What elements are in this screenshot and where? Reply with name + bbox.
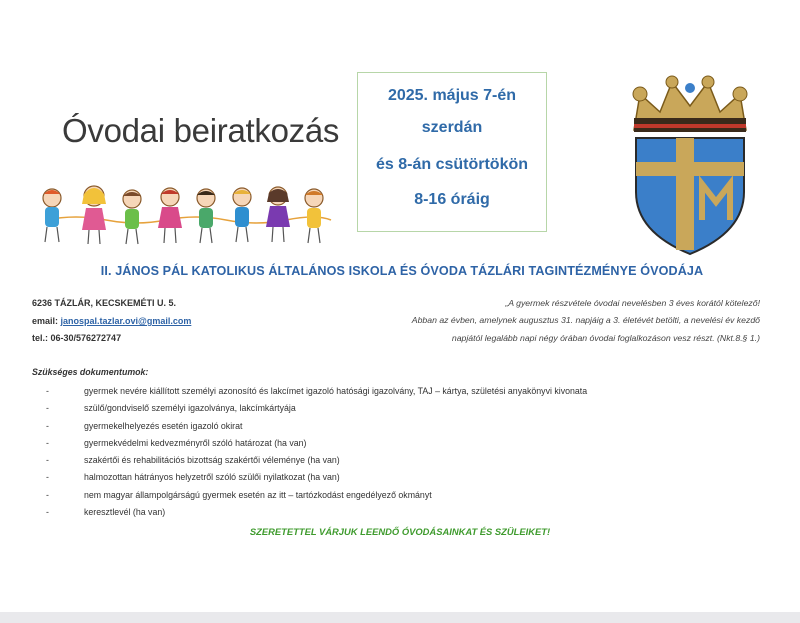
closing-message: SZERETETTEL VÁRJUK LEENDŐ ÓVODÁSAINKAT ÉS SZÜLEIKET! (249, 526, 551, 537)
email-link[interactable]: janospal.tazlar.ovi@gmail.com (60, 316, 192, 326)
list-item: - halmozottan hátrányos helyzetről szóló szülői nyilatkozat (ha van) (46, 472, 340, 483)
school-name: II. JÁNOS PÁL KATOLIKUS ÁLTALÁNOS ISKOLA ÉS ÓVODA TÁZLÁRI TAGINTÉZMÉNYE ÓVODÁJA (100, 264, 704, 278)
date-line: 2025. május 7-én (387, 87, 517, 104)
day-line: szerdán (421, 119, 483, 136)
list-item: - gyermekvédelmi kedvezményről szóló határozat (ha van) (46, 437, 307, 448)
coat-of-arms-icon (620, 72, 760, 257)
phone: tel.: 06-30/576272747 (32, 333, 122, 343)
email-label: email: (32, 316, 61, 326)
list-item: - keresztlevél (ha van) (46, 507, 166, 518)
bottom-strip (0, 612, 800, 623)
date-box (357, 72, 547, 232)
second-date-line: és 8-án csütörtökön (375, 156, 529, 173)
legal-note-line: „A gyermek részvétele óvodai nevelésben 3 éves korától kötelező! (505, 298, 760, 308)
documents-heading: Szükséges dokumentumok: (32, 367, 149, 377)
email-row (32, 316, 191, 326)
page-title: Óvodai beiratkozás (62, 112, 340, 149)
list-item: - nem magyar állampolgárságú gyermek esetén az itt – tartózkodást engedélyező okmányt (46, 489, 432, 500)
list-item: - gyermekelhelyezés esetén igazoló okirat (46, 420, 243, 431)
list-item: - szülő/gondviselő személyi igazolványa, lakcímkártyája (46, 403, 296, 414)
legal-note-line: Abban az évben, amelynek augusztus 31. napjáig a 3. életévét betölti, a nevelési év kezdő (411, 315, 760, 325)
hours-line: 8-16 óráig (414, 191, 490, 208)
documents-list (46, 386, 587, 524)
address: 6236 TÁZLÁR, KECSKEMÉTI U. 5. (32, 298, 177, 308)
list-item: - gyermek nevére kiállított személyi azonosító és lakcímet igazoló hatósági igazolvány, TAJ – kártya, születési anyakönyvi kivonata (46, 386, 588, 396)
children-illustration-icon (36, 184, 336, 248)
legal-note-line: napjától legalább napi négy órában óvodai foglalkozáson vesz részt. (Nkt.8.§ 1.) (451, 333, 760, 343)
list-item: - szakértői és rehabilitációs bizottság szakértői véleménye (ha van) (46, 455, 340, 466)
